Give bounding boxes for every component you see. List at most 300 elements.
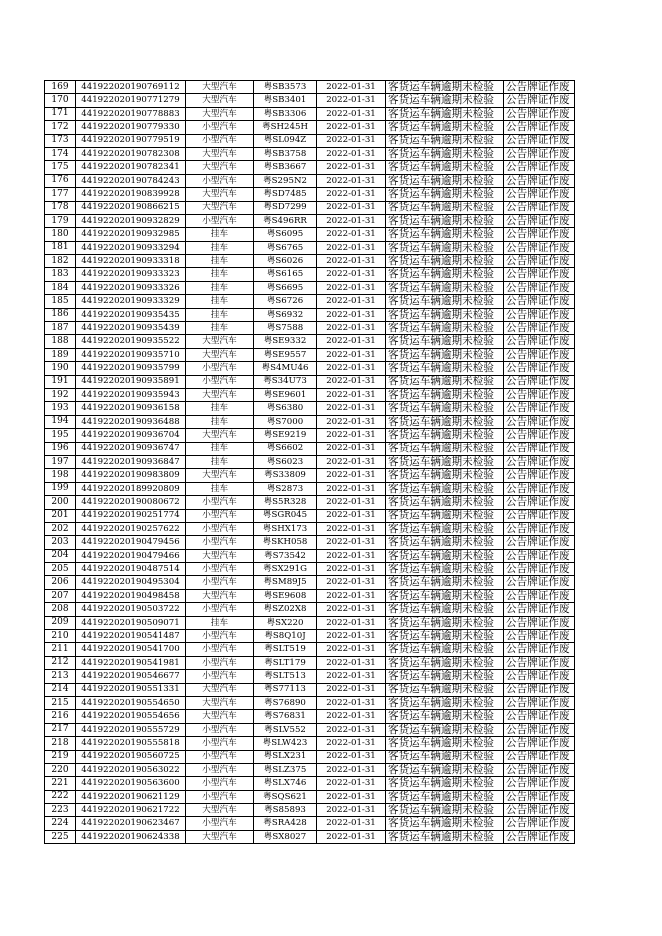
reason-cell: 客货运车辆逾期未检验 (386, 121, 504, 134)
record-id-cell: 441922020190935522 (76, 335, 186, 348)
seq-cell: 198 (45, 469, 76, 482)
reason-cell: 客货运车辆逾期未检验 (386, 295, 504, 308)
table-row (45, 576, 575, 589)
record-id-cell: 441922020190932829 (76, 214, 186, 227)
plate-number-cell: 粤S5R328 (254, 496, 317, 509)
reason-cell: 客货运车辆逾期未检验 (386, 509, 504, 522)
seq-cell: 220 (45, 763, 76, 776)
seq-cell: 171 (45, 107, 76, 120)
seq-cell: 183 (45, 268, 76, 281)
seq-cell: 223 (45, 804, 76, 817)
reason-cell: 客货运车辆逾期未检验 (386, 174, 504, 187)
plate-number-cell: 粤S34U73 (254, 375, 317, 388)
date-cell: 2022-01-31 (317, 375, 386, 388)
plate-number-cell: 粤SL094Z (254, 134, 317, 147)
seq-cell: 177 (45, 188, 76, 201)
date-cell: 2022-01-31 (317, 214, 386, 227)
plate-number-cell: 粤SE9557 (254, 348, 317, 361)
vehicle-type-cell: 挂车 (186, 255, 254, 268)
plate-number-cell: 粤S6026 (254, 255, 317, 268)
table-row (45, 643, 575, 656)
table-row (45, 630, 575, 643)
date-cell: 2022-01-31 (317, 710, 386, 723)
date-cell: 2022-01-31 (317, 522, 386, 535)
plate-number-cell: 粤SD7299 (254, 201, 317, 214)
record-id-cell: 441922020190624338 (76, 830, 186, 843)
vehicle-type-cell: 小型汽车 (186, 656, 254, 669)
plate-number-cell: 粤S33809 (254, 469, 317, 482)
plate-number-cell: 粤SQS621 (254, 790, 317, 803)
seq-cell: 217 (45, 723, 76, 736)
date-cell: 2022-01-31 (317, 763, 386, 776)
plate-number-cell: 粤SLZ375 (254, 763, 317, 776)
reason-cell: 客货运车辆逾期未检验 (386, 348, 504, 361)
status-cell: 公告牌证作废 (504, 455, 575, 468)
table-row (45, 81, 575, 94)
date-cell: 2022-01-31 (317, 308, 386, 321)
status-cell: 公告牌证作废 (504, 589, 575, 602)
plate-number-cell: 粤S6023 (254, 455, 317, 468)
status-cell: 公告牌证作废 (504, 308, 575, 321)
record-id-cell: 441922020190621129 (76, 790, 186, 803)
date-cell: 2022-01-31 (317, 576, 386, 589)
vehicle-type-cell: 小型汽车 (186, 496, 254, 509)
date-cell: 2022-01-31 (317, 121, 386, 134)
reason-cell: 客货运车辆逾期未检验 (386, 670, 504, 683)
record-id-cell: 441922020190779519 (76, 134, 186, 147)
vehicle-type-cell: 大型汽车 (186, 147, 254, 160)
seq-cell: 180 (45, 228, 76, 241)
reason-cell: 客货运车辆逾期未检验 (386, 255, 504, 268)
reason-cell: 客货运车辆逾期未检验 (386, 161, 504, 174)
vehicle-type-cell: 挂车 (186, 455, 254, 468)
reason-cell: 客货运车辆逾期未检验 (386, 737, 504, 750)
vehicle-type-cell: 大型汽车 (186, 161, 254, 174)
date-cell: 2022-01-31 (317, 804, 386, 817)
vehicle-type-cell: 大型汽车 (186, 348, 254, 361)
status-cell: 公告牌证作废 (504, 656, 575, 669)
date-cell: 2022-01-31 (317, 790, 386, 803)
vehicle-type-cell: 小型汽车 (186, 214, 254, 227)
date-cell: 2022-01-31 (317, 174, 386, 187)
table-row (45, 817, 575, 830)
reason-cell: 客货运车辆逾期未检验 (386, 442, 504, 455)
vehicle-type-cell: 大型汽车 (186, 335, 254, 348)
date-cell: 2022-01-31 (317, 81, 386, 94)
status-cell: 公告牌证作废 (504, 603, 575, 616)
seq-cell: 209 (45, 616, 76, 629)
record-id-cell: 441922020190983809 (76, 469, 186, 482)
seq-cell: 194 (45, 415, 76, 428)
table-row (45, 482, 575, 495)
vehicle-type-cell: 大型汽车 (186, 804, 254, 817)
reason-cell: 客货运车辆逾期未检验 (386, 308, 504, 321)
date-cell: 2022-01-31 (317, 348, 386, 361)
status-cell: 公告牌证作废 (504, 683, 575, 696)
seq-cell: 211 (45, 643, 76, 656)
plate-number-cell: 粤SB3667 (254, 161, 317, 174)
table-row (45, 563, 575, 576)
plate-number-cell: 粤S6726 (254, 295, 317, 308)
date-cell: 2022-01-31 (317, 509, 386, 522)
date-cell: 2022-01-31 (317, 134, 386, 147)
seq-cell: 205 (45, 563, 76, 576)
vehicle-type-cell: 小型汽车 (186, 723, 254, 736)
seq-cell: 216 (45, 710, 76, 723)
reason-cell: 客货运车辆逾期未检验 (386, 563, 504, 576)
reason-cell: 客货运车辆逾期未检验 (386, 830, 504, 843)
record-id-cell: 441922020190769112 (76, 81, 186, 94)
table-row (45, 281, 575, 294)
record-id-cell: 441922020190563600 (76, 777, 186, 790)
date-cell: 2022-01-31 (317, 107, 386, 120)
vehicle-type-cell: 小型汽车 (186, 121, 254, 134)
record-id-cell: 441922020190782341 (76, 161, 186, 174)
status-cell: 公告牌证作废 (504, 696, 575, 709)
date-cell: 2022-01-31 (317, 549, 386, 562)
vehicle-type-cell: 大型汽车 (186, 429, 254, 442)
plate-number-cell: 粤SX220 (254, 616, 317, 629)
date-cell: 2022-01-31 (317, 696, 386, 709)
record-id-cell: 441922020190932985 (76, 228, 186, 241)
record-id-cell: 441922020190498458 (76, 589, 186, 602)
status-cell: 公告牌证作废 (504, 563, 575, 576)
table-row (45, 107, 575, 120)
plate-number-cell: 粤SLX746 (254, 777, 317, 790)
plate-number-cell: 粤SLT519 (254, 643, 317, 656)
plate-number-cell: 粤S6932 (254, 308, 317, 321)
reason-cell: 客货运车辆逾期未检验 (386, 107, 504, 120)
status-cell: 公告牌证作废 (504, 576, 575, 589)
table-row (45, 188, 575, 201)
date-cell: 2022-01-31 (317, 402, 386, 415)
plate-number-cell: 粤S8Q10J (254, 630, 317, 643)
plate-number-cell: 粤SGR045 (254, 509, 317, 522)
vehicle-type-cell: 大型汽车 (186, 201, 254, 214)
table-row (45, 161, 575, 174)
status-cell: 公告牌证作废 (504, 536, 575, 549)
seq-cell: 222 (45, 790, 76, 803)
reason-cell: 客货运车辆逾期未检验 (386, 147, 504, 160)
table-row (45, 750, 575, 763)
seq-cell: 186 (45, 308, 76, 321)
plate-number-cell: 粤S7000 (254, 415, 317, 428)
status-cell: 公告牌证作废 (504, 670, 575, 683)
vehicle-type-cell: 小型汽车 (186, 375, 254, 388)
status-cell: 公告牌证作废 (504, 723, 575, 736)
seq-cell: 182 (45, 255, 76, 268)
vehicle-type-cell: 大型汽车 (186, 696, 254, 709)
vehicle-type-cell: 挂车 (186, 322, 254, 335)
plate-number-cell: 粤SHX173 (254, 522, 317, 535)
seq-cell: 172 (45, 121, 76, 134)
seq-cell: 195 (45, 429, 76, 442)
date-cell: 2022-01-31 (317, 482, 386, 495)
plate-number-cell: 粤S6380 (254, 402, 317, 415)
date-cell: 2022-01-31 (317, 496, 386, 509)
plate-number-cell: 粤SLW423 (254, 737, 317, 750)
status-cell: 公告牌证作废 (504, 763, 575, 776)
record-id-cell: 441922020190779330 (76, 121, 186, 134)
reason-cell: 客货运车辆逾期未检验 (386, 322, 504, 335)
date-cell: 2022-01-31 (317, 281, 386, 294)
record-id-cell: 441922020190623467 (76, 817, 186, 830)
record-id-cell: 441922020190935439 (76, 322, 186, 335)
plate-number-cell: 粤S73542 (254, 549, 317, 562)
plate-number-cell: 粤SB3401 (254, 94, 317, 107)
status-cell: 公告牌证作废 (504, 496, 575, 509)
vehicle-type-cell: 大型汽车 (186, 107, 254, 120)
table-row (45, 362, 575, 375)
table-row (45, 670, 575, 683)
table-row (45, 241, 575, 254)
vehicle-type-cell: 挂车 (186, 308, 254, 321)
reason-cell: 客货运车辆逾期未检验 (386, 214, 504, 227)
record-id-cell: 441922020190866215 (76, 201, 186, 214)
status-cell: 公告牌证作废 (504, 94, 575, 107)
records-table-body (45, 81, 575, 844)
date-cell: 2022-01-31 (317, 603, 386, 616)
reason-cell: 客货运车辆逾期未检验 (386, 94, 504, 107)
seq-cell: 214 (45, 683, 76, 696)
table-row (45, 455, 575, 468)
table-row (45, 603, 575, 616)
reason-cell: 客货运车辆逾期未检验 (386, 589, 504, 602)
reason-cell: 客货运车辆逾期未检验 (386, 415, 504, 428)
reason-cell: 客货运车辆逾期未检验 (386, 683, 504, 696)
plate-number-cell: 粤SB3306 (254, 107, 317, 120)
plate-number-cell: 粤S77113 (254, 683, 317, 696)
table-row (45, 134, 575, 147)
plate-number-cell: 粤SE9601 (254, 388, 317, 401)
date-cell: 2022-01-31 (317, 750, 386, 763)
table-row (45, 268, 575, 281)
status-cell: 公告牌证作废 (504, 630, 575, 643)
reason-cell: 客货运车辆逾期未检验 (386, 241, 504, 254)
date-cell: 2022-01-31 (317, 415, 386, 428)
plate-number-cell: 粤SLX231 (254, 750, 317, 763)
date-cell: 2022-01-31 (317, 188, 386, 201)
reason-cell: 客货运车辆逾期未检验 (386, 402, 504, 415)
table-row (45, 616, 575, 629)
vehicle-type-cell: 小型汽车 (186, 763, 254, 776)
reason-cell: 客货运车辆逾期未检验 (386, 134, 504, 147)
seq-cell: 219 (45, 750, 76, 763)
reason-cell: 客货运车辆逾期未检验 (386, 696, 504, 709)
table-row (45, 402, 575, 415)
record-id-cell: 441922020190546677 (76, 670, 186, 683)
table-row (45, 737, 575, 750)
vehicle-type-cell: 小型汽车 (186, 603, 254, 616)
status-cell: 公告牌证作废 (504, 201, 575, 214)
seq-cell: 190 (45, 362, 76, 375)
seq-cell: 175 (45, 161, 76, 174)
seq-cell: 174 (45, 147, 76, 160)
record-id-cell: 441922020190541981 (76, 656, 186, 669)
seq-cell: 202 (45, 522, 76, 535)
vehicle-type-cell: 挂车 (186, 415, 254, 428)
vehicle-type-cell: 小型汽车 (186, 737, 254, 750)
status-cell: 公告牌证作废 (504, 710, 575, 723)
date-cell: 2022-01-31 (317, 469, 386, 482)
status-cell: 公告牌证作废 (504, 161, 575, 174)
date-cell: 2022-01-31 (317, 335, 386, 348)
date-cell: 2022-01-31 (317, 161, 386, 174)
table-row (45, 255, 575, 268)
vehicle-type-cell: 小型汽车 (186, 630, 254, 643)
status-cell: 公告牌证作废 (504, 777, 575, 790)
seq-cell: 218 (45, 737, 76, 750)
reason-cell: 客货运车辆逾期未检验 (386, 616, 504, 629)
seq-cell: 206 (45, 576, 76, 589)
record-id-cell: 441922020190554656 (76, 710, 186, 723)
reason-cell: 客货运车辆逾期未检验 (386, 710, 504, 723)
table-row (45, 214, 575, 227)
date-cell: 2022-01-31 (317, 295, 386, 308)
seq-cell: 193 (45, 402, 76, 415)
reason-cell: 客货运车辆逾期未检验 (386, 643, 504, 656)
status-cell: 公告牌证作废 (504, 442, 575, 455)
record-id-cell: 441922020190935799 (76, 362, 186, 375)
record-id-cell: 441922020190555729 (76, 723, 186, 736)
vehicle-type-cell: 小型汽车 (186, 790, 254, 803)
plate-number-cell: 粤SX291G (254, 563, 317, 576)
reason-cell: 客货运车辆逾期未检验 (386, 335, 504, 348)
plate-number-cell: 粤S496RR (254, 214, 317, 227)
date-cell: 2022-01-31 (317, 536, 386, 549)
date-cell: 2022-01-31 (317, 630, 386, 643)
date-cell: 2022-01-31 (317, 589, 386, 602)
seq-cell: 184 (45, 281, 76, 294)
record-id-cell: 441922020190935891 (76, 375, 186, 388)
status-cell: 公告牌证作废 (504, 429, 575, 442)
plate-number-cell: 粤S85893 (254, 804, 317, 817)
reason-cell: 客货运车辆逾期未检验 (386, 576, 504, 589)
record-id-cell: 441922020189920809 (76, 482, 186, 495)
reason-cell: 客货运车辆逾期未检验 (386, 723, 504, 736)
record-id-cell: 441922020190933326 (76, 281, 186, 294)
reason-cell: 客货运车辆逾期未检验 (386, 429, 504, 442)
status-cell: 公告牌证作废 (504, 188, 575, 201)
status-cell: 公告牌证作废 (504, 790, 575, 803)
vehicle-type-cell: 小型汽车 (186, 750, 254, 763)
seq-cell: 196 (45, 442, 76, 455)
date-cell: 2022-01-31 (317, 830, 386, 843)
record-id-cell: 441922020190554650 (76, 696, 186, 709)
status-cell: 公告牌证作废 (504, 295, 575, 308)
reason-cell: 客货运车辆逾期未检验 (386, 228, 504, 241)
plate-number-cell: 粤SX8027 (254, 830, 317, 843)
status-cell: 公告牌证作废 (504, 375, 575, 388)
seq-cell: 213 (45, 670, 76, 683)
vehicle-type-cell: 大型汽车 (186, 94, 254, 107)
date-cell: 2022-01-31 (317, 388, 386, 401)
seq-cell: 201 (45, 509, 76, 522)
record-id-cell: 441922020190933329 (76, 295, 186, 308)
date-cell: 2022-01-31 (317, 656, 386, 669)
table-row (45, 549, 575, 562)
table-row (45, 496, 575, 509)
table-row (45, 710, 575, 723)
reason-cell: 客货运车辆逾期未检验 (386, 763, 504, 776)
table-row (45, 295, 575, 308)
status-cell: 公告牌证作废 (504, 228, 575, 241)
record-id-cell: 441922020190555818 (76, 737, 186, 750)
seq-cell: 225 (45, 830, 76, 843)
record-id-cell: 441922020190080672 (76, 496, 186, 509)
reason-cell: 客货运车辆逾期未检验 (386, 496, 504, 509)
record-id-cell: 441922020190782308 (76, 147, 186, 160)
date-cell: 2022-01-31 (317, 616, 386, 629)
plate-number-cell: 粤SD7485 (254, 188, 317, 201)
vehicle-type-cell: 挂车 (186, 241, 254, 254)
date-cell: 2022-01-31 (317, 94, 386, 107)
vehicle-type-cell: 小型汽车 (186, 174, 254, 187)
plate-number-cell: 粤SE9219 (254, 429, 317, 442)
seq-cell: 178 (45, 201, 76, 214)
status-cell: 公告牌证作废 (504, 817, 575, 830)
status-cell: 公告牌证作废 (504, 322, 575, 335)
reason-cell: 客货运车辆逾期未检验 (386, 482, 504, 495)
vehicle-type-cell: 挂车 (186, 295, 254, 308)
status-cell: 公告牌证作废 (504, 134, 575, 147)
status-cell: 公告牌证作废 (504, 268, 575, 281)
vehicle-type-cell: 大型汽车 (186, 710, 254, 723)
plate-number-cell: 粤S2873 (254, 482, 317, 495)
reason-cell: 客货运车辆逾期未检验 (386, 804, 504, 817)
date-cell: 2022-01-31 (317, 228, 386, 241)
record-id-cell: 441922020190935710 (76, 348, 186, 361)
reason-cell: 客货运车辆逾期未检验 (386, 375, 504, 388)
plate-number-cell: 粤SLV552 (254, 723, 317, 736)
status-cell: 公告牌证作废 (504, 402, 575, 415)
plate-number-cell: 粤SH245H (254, 121, 317, 134)
record-id-cell: 441922020190509071 (76, 616, 186, 629)
table-row (45, 777, 575, 790)
status-cell: 公告牌证作废 (504, 549, 575, 562)
table-row (45, 790, 575, 803)
table-row (45, 228, 575, 241)
seq-cell: 179 (45, 214, 76, 227)
date-cell: 2022-01-31 (317, 255, 386, 268)
seq-cell: 221 (45, 777, 76, 790)
seq-cell: 181 (45, 241, 76, 254)
status-cell: 公告牌证作废 (504, 255, 575, 268)
status-cell: 公告牌证作废 (504, 174, 575, 187)
reason-cell: 客货运车辆逾期未检验 (386, 630, 504, 643)
seq-cell: 173 (45, 134, 76, 147)
vehicle-type-cell: 挂车 (186, 442, 254, 455)
plate-number-cell: 粤SE9332 (254, 335, 317, 348)
table-row (45, 94, 575, 107)
status-cell: 公告牌证作废 (504, 830, 575, 843)
table-row (45, 536, 575, 549)
seq-cell: 185 (45, 295, 76, 308)
status-cell: 公告牌证作废 (504, 335, 575, 348)
vehicle-type-cell: 挂车 (186, 482, 254, 495)
table-row (45, 388, 575, 401)
reason-cell: 客货运车辆逾期未检验 (386, 455, 504, 468)
table-row (45, 121, 575, 134)
status-cell: 公告牌证作废 (504, 737, 575, 750)
date-cell: 2022-01-31 (317, 442, 386, 455)
date-cell: 2022-01-31 (317, 817, 386, 830)
table-row (45, 589, 575, 602)
reason-cell: 客货运车辆逾期未检验 (386, 188, 504, 201)
records-table (44, 80, 575, 844)
record-id-cell: 441922020190479456 (76, 536, 186, 549)
reason-cell: 客货运车辆逾期未检验 (386, 268, 504, 281)
